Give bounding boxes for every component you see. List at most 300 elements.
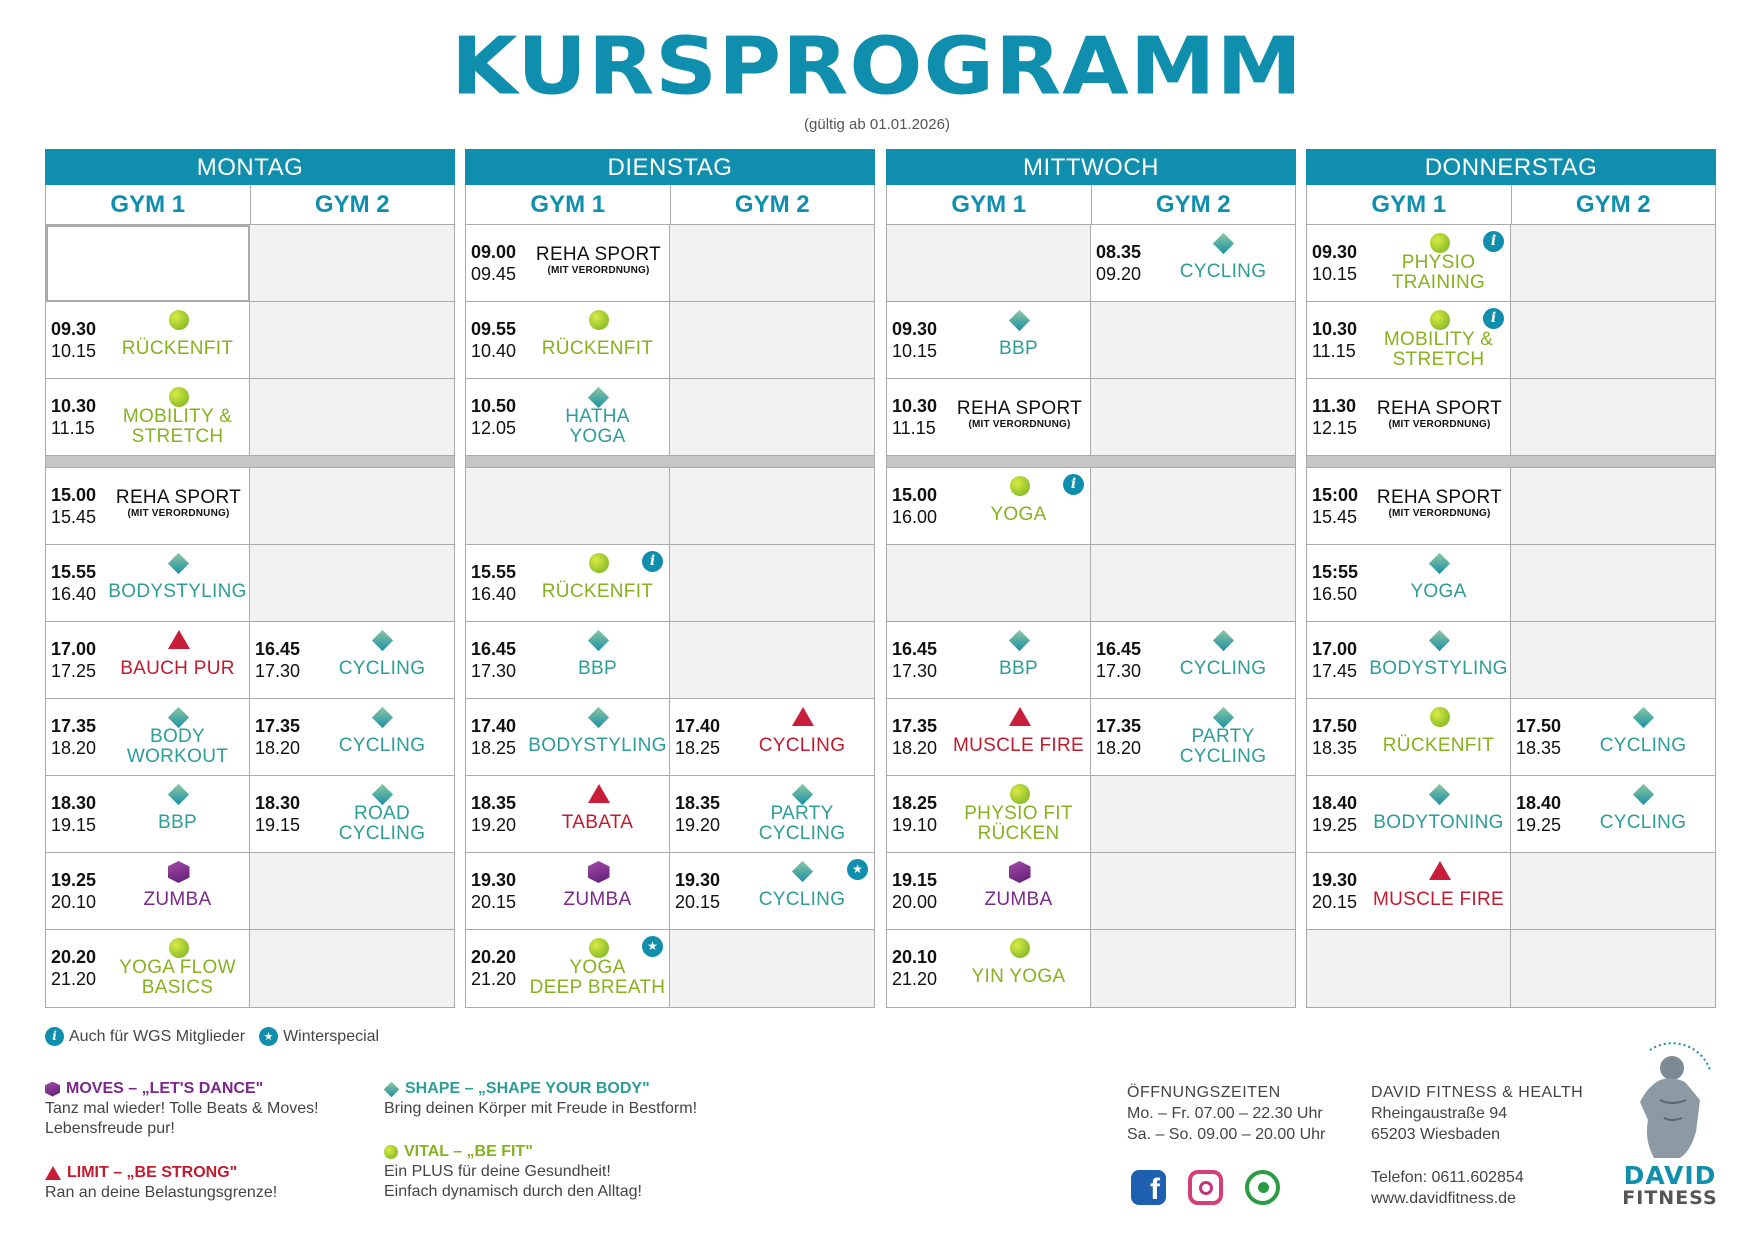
- end-time: 10.40: [471, 341, 517, 361]
- course-name: CYCLING: [758, 889, 846, 910]
- circle-icon: [169, 310, 189, 330]
- empty-slot: [1511, 225, 1715, 302]
- start-time: 18.30: [51, 793, 97, 813]
- course-slot[interactable]: [670, 699, 874, 776]
- course-slot[interactable]: [46, 545, 250, 622]
- course-slot[interactable]: [46, 853, 250, 930]
- logo-word-1: DAVID: [1623, 1161, 1717, 1190]
- circle-icon: [1010, 784, 1030, 804]
- end-time: 18.35: [1516, 738, 1562, 758]
- empty-slot: [1307, 930, 1511, 1007]
- diamond-icon: [1213, 707, 1234, 728]
- empty-slot: [1091, 930, 1295, 1007]
- end-time: 11.15: [892, 418, 936, 438]
- course-slot[interactable]: [250, 776, 454, 853]
- course-slot[interactable]: [1307, 699, 1511, 776]
- end-time: 20.15: [471, 892, 517, 912]
- start-time: 15:55: [1312, 562, 1359, 582]
- end-time: 16.40: [471, 584, 517, 604]
- course-slot[interactable]: [46, 302, 250, 379]
- start-time: 19.30: [675, 870, 721, 890]
- hexagon-icon: [168, 861, 190, 883]
- circle-icon: [1010, 938, 1030, 958]
- start-time: 18.25: [892, 793, 938, 813]
- empty-slot: [1091, 545, 1295, 622]
- gym-header-2: GYM 2: [1511, 185, 1716, 224]
- category-moves: [45, 1079, 319, 1139]
- circle-icon: [589, 553, 609, 573]
- start-time: 09.30: [1312, 242, 1358, 262]
- diamond-icon: [1633, 707, 1654, 728]
- end-time: 10.15: [1312, 264, 1358, 284]
- page-title: KURSPROGRAMM: [450, 20, 1303, 113]
- course-name: [1373, 488, 1506, 519]
- course-name: PARTY CYCLING: [1179, 726, 1267, 767]
- category-shape: [384, 1079, 697, 1119]
- circle-icon: [169, 387, 189, 407]
- diamond-icon: [372, 784, 393, 805]
- course-slot[interactable]: [1307, 379, 1511, 456]
- course-slot[interactable]: [466, 302, 670, 379]
- empty-slot: [670, 302, 874, 379]
- triangle-icon: [1429, 861, 1451, 880]
- circle-icon: [1430, 707, 1450, 727]
- course-name: YOGA DEEP BREATH: [529, 957, 666, 998]
- course-title: REHA SPORT: [956, 398, 1083, 419]
- day-header: MONTAG: [45, 149, 455, 185]
- info-icon: i: [1063, 474, 1084, 495]
- start-time: 16.45: [255, 639, 301, 659]
- legend-info: [45, 1027, 245, 1046]
- course-name: [1373, 399, 1506, 430]
- star-icon: ★: [259, 1027, 278, 1046]
- course-name: PHYSIO FIT RÜCKEN: [964, 803, 1073, 844]
- course-slot[interactable]: [1307, 225, 1511, 302]
- triangle-icon: [1009, 707, 1031, 726]
- diamond-icon: [587, 707, 608, 728]
- course-slot[interactable]: [46, 930, 250, 1007]
- empty-slot: [887, 545, 1091, 622]
- circle-icon: [589, 938, 609, 958]
- info-icon: i: [1483, 231, 1504, 252]
- midday-break-divider: [1307, 456, 1715, 468]
- start-time: 15:00: [1312, 485, 1359, 505]
- course-slot[interactable]: [46, 622, 250, 699]
- start-time: 19.30: [471, 870, 517, 890]
- midday-break-divider: [466, 456, 874, 468]
- diamond-icon: [1213, 233, 1234, 254]
- course-slot[interactable]: [887, 853, 1091, 930]
- end-time: 17.30: [892, 661, 938, 681]
- course-slot[interactable]: [887, 468, 1091, 545]
- gym-header-1: GYM 1: [951, 191, 1027, 218]
- category-vital: [384, 1142, 642, 1202]
- course-name: MUSCLE FIRE: [952, 735, 1085, 756]
- course-name: MOBILITY & STRETCH: [1383, 329, 1494, 370]
- vital-text-1: Ein PLUS für deine Gesundheit!: [384, 1163, 611, 1180]
- start-time: 16.45: [892, 639, 938, 659]
- gym-header-1: GYM 1: [1371, 191, 1447, 218]
- end-time: 15.45: [1312, 507, 1358, 527]
- shape-text-1: Bring deinen Körper mit Freude in Bestform!: [384, 1100, 698, 1117]
- empty-slot: [250, 545, 454, 622]
- empty-slot: [1511, 302, 1715, 379]
- day-column-donnerstag: [1306, 149, 1716, 1014]
- start-time: 18.30: [255, 793, 301, 813]
- start-time: 19.15: [892, 870, 938, 890]
- course-slot[interactable]: [670, 776, 874, 853]
- schedule-grid: [886, 225, 1296, 1008]
- start-time: 15.00: [51, 485, 97, 505]
- diamond-icon: [1633, 784, 1654, 805]
- course-name: BBP: [999, 338, 1038, 359]
- start-time: 17.35: [255, 716, 301, 736]
- brand-logo: [1620, 1040, 1720, 1230]
- course-slot[interactable]: [1307, 468, 1511, 545]
- start-time: 09.30: [892, 319, 938, 339]
- opening-weekend: Sa. – So. 09.00 – 20.00 Uhr: [1127, 1126, 1326, 1143]
- end-time: 19.20: [675, 815, 721, 835]
- course-name: BBP: [999, 658, 1038, 679]
- empty-slot: [670, 930, 874, 1007]
- start-time: 18.35: [675, 793, 721, 813]
- gym-header-2: GYM 2: [1091, 185, 1296, 224]
- circle-icon: [1430, 233, 1450, 253]
- empty-slot: [1511, 853, 1715, 930]
- start-time: 09.30: [51, 319, 97, 339]
- course-title: REHA SPORT: [1376, 398, 1503, 419]
- course-slot[interactable]: [887, 302, 1091, 379]
- instagram-icon[interactable]: [1188, 1170, 1223, 1205]
- course-name: CYCLING: [758, 735, 846, 756]
- start-time: 17.00: [1312, 639, 1358, 659]
- start-time: 17.50: [1312, 716, 1358, 736]
- empty-slot: [1511, 930, 1715, 1007]
- diamond-icon: [167, 707, 188, 728]
- start-time: 18.40: [1516, 793, 1562, 813]
- gym-header-row: [45, 185, 455, 225]
- opening-title: ÖFFNUNGSZEITEN: [1127, 1084, 1281, 1101]
- limit-text-1: Ran an deine Belastungsgrenze!: [45, 1184, 278, 1201]
- course-name: TABATA: [561, 812, 634, 833]
- course-slot[interactable]: [1307, 622, 1511, 699]
- diamond-icon: [1428, 630, 1449, 651]
- end-time: 18.20: [1096, 738, 1142, 758]
- end-time: 12.05: [471, 418, 517, 438]
- course-slot[interactable]: [46, 699, 250, 776]
- opening-weekdays: Mo. – Fr. 07.00 – 22.30 Uhr: [1127, 1105, 1323, 1122]
- end-time: 16.40: [51, 584, 97, 604]
- course-slot[interactable]: [1091, 622, 1295, 699]
- shape-title: SHAPE – „SHAPE YOUR BODY": [405, 1080, 650, 1097]
- course-slot[interactable]: [887, 776, 1091, 853]
- legend-info-label: Auch für WGS Mitglieder: [69, 1027, 246, 1045]
- course-name: CYCLING: [1599, 812, 1687, 833]
- start-time: 10.50: [471, 396, 517, 416]
- empty-slot: [670, 379, 874, 456]
- start-time: 15.55: [471, 562, 517, 582]
- start-time: 10.30: [1312, 319, 1358, 339]
- gym-header-row: [465, 185, 875, 225]
- course-slot[interactable]: [466, 699, 670, 776]
- diamond-icon: [1008, 310, 1029, 331]
- course-name: HATHA YOGA: [565, 406, 630, 447]
- course-slot: [46, 225, 250, 302]
- course-name: BODYSTYLING: [108, 581, 247, 602]
- course-note: (MIT VERORDNUNG): [968, 419, 1071, 430]
- diamond-icon: [1428, 553, 1449, 574]
- course-slot[interactable]: [46, 468, 250, 545]
- empty-slot: [250, 379, 454, 456]
- schedule-grid: [465, 225, 875, 1008]
- gym-header-1: GYM 1: [110, 191, 186, 218]
- course-name: CYCLING: [1599, 735, 1687, 756]
- start-time: 17.35: [1096, 716, 1142, 736]
- end-time: 21.20: [51, 969, 97, 989]
- course-slot[interactable]: [1307, 545, 1511, 622]
- end-time: 16.50: [1312, 584, 1358, 604]
- start-time: 18.35: [471, 793, 517, 813]
- circle-icon: [384, 1145, 398, 1159]
- empty-slot: [1091, 776, 1295, 853]
- empty-slot: [250, 930, 454, 1007]
- start-time: 11.30: [1312, 396, 1357, 416]
- course-slot[interactable]: [1511, 699, 1715, 776]
- limit-title: LIMIT – „BE STRONG": [67, 1164, 238, 1181]
- day-column-mittwoch: [886, 149, 1296, 1014]
- legend-star: [259, 1027, 379, 1046]
- empty-slot: [1091, 379, 1295, 456]
- course-name: RÜCKENFIT: [121, 338, 234, 359]
- info-icon: i: [45, 1027, 64, 1046]
- end-time: 18.35: [1312, 738, 1358, 758]
- course-slot[interactable]: [46, 776, 250, 853]
- day-header: DONNERSTAG: [1306, 149, 1716, 185]
- course-name: ROAD CYCLING: [338, 803, 426, 844]
- hexagon-icon: [45, 1082, 60, 1097]
- course-note: (MIT VERORDNUNG): [127, 508, 230, 519]
- course-slot[interactable]: [1307, 853, 1511, 930]
- course-slot[interactable]: [466, 776, 670, 853]
- course-slot[interactable]: [466, 379, 670, 456]
- city: 65203 Wiesbaden: [1371, 1126, 1500, 1143]
- course-slot[interactable]: [887, 699, 1091, 776]
- course-slot[interactable]: [250, 699, 454, 776]
- circle-icon: [169, 938, 189, 958]
- course-name: BODYSTYLING: [528, 735, 667, 756]
- empty-slot: [670, 545, 874, 622]
- course-slot[interactable]: [46, 379, 250, 456]
- end-time: 20.15: [675, 892, 721, 912]
- hexagon-icon: [1009, 861, 1031, 883]
- info-icon: i: [642, 551, 663, 572]
- gym-header-row: [1306, 185, 1716, 225]
- end-time: 19.25: [1516, 815, 1562, 835]
- empty-slot: [250, 468, 454, 545]
- social-links: [1131, 1170, 1280, 1205]
- star-icon: ★: [642, 936, 663, 957]
- schedule-grid: [1306, 225, 1716, 1008]
- course-slot[interactable]: [466, 545, 670, 622]
- start-time: 20.10: [892, 947, 938, 967]
- end-time: 17.30: [1096, 661, 1142, 681]
- schedule-grid: [45, 225, 455, 1008]
- course-name: [112, 488, 245, 519]
- course-slot[interactable]: [887, 379, 1091, 456]
- empty-slot: [1091, 302, 1295, 379]
- start-time: 16.45: [1096, 639, 1142, 659]
- course-slot[interactable]: [466, 930, 670, 1007]
- diamond-icon: [1213, 630, 1234, 651]
- course-name: ZUMBA: [984, 889, 1053, 910]
- empty-slot: [250, 302, 454, 379]
- course-name: BAUCH PUR: [120, 658, 235, 679]
- empty-slot: [887, 225, 1091, 302]
- course-slot[interactable]: [1307, 302, 1511, 379]
- logo-word-2: FITNESS: [1622, 1187, 1718, 1209]
- triangle-icon: [45, 1166, 61, 1180]
- end-time: 12.15: [1312, 418, 1358, 438]
- course-name: YIN YOGA: [971, 966, 1066, 987]
- diamond-icon: [587, 387, 608, 408]
- start-time: 19.30: [1312, 870, 1358, 890]
- midday-break-divider: [887, 456, 1295, 468]
- course-slot[interactable]: [466, 853, 670, 930]
- course-title: REHA SPORT: [115, 487, 242, 508]
- start-time: 16.45: [471, 639, 517, 659]
- course-slot[interactable]: [1091, 699, 1295, 776]
- end-time: 11.15: [51, 418, 95, 438]
- gym-header-2: GYM 2: [670, 185, 875, 224]
- diamond-icon: [1008, 630, 1029, 651]
- course-name: BBP: [158, 812, 197, 833]
- end-time: 17.30: [471, 661, 517, 681]
- empty-slot: [1091, 468, 1295, 545]
- course-name: PARTY CYCLING: [758, 803, 846, 844]
- course-name: CYCLING: [338, 658, 426, 679]
- end-time: 21.20: [471, 969, 517, 989]
- course-name: BODY WORKOUT: [126, 726, 229, 767]
- empty-slot: [1511, 545, 1715, 622]
- diamond-icon: [167, 784, 188, 805]
- end-time: 18.20: [255, 738, 301, 758]
- course-note: (MIT VERORDNUNG): [1388, 508, 1491, 519]
- empty-slot: [1091, 853, 1295, 930]
- end-time: 18.20: [51, 738, 97, 758]
- course-slot[interactable]: [466, 225, 670, 302]
- statue-icon: [1630, 1040, 1715, 1160]
- end-time: 17.45: [1312, 661, 1358, 681]
- circle-icon: [1430, 310, 1450, 330]
- info-icon: i: [1483, 308, 1504, 329]
- course-name: BODYSTYLING: [1369, 658, 1508, 679]
- empty-slot: [1511, 379, 1715, 456]
- course-name: MUSCLE FIRE: [1372, 889, 1505, 910]
- course-name: [953, 399, 1086, 430]
- end-time: 19.20: [471, 815, 517, 835]
- start-time: 08.35: [1096, 242, 1142, 262]
- start-time: 20.20: [471, 947, 517, 967]
- end-time: 19.25: [1312, 815, 1358, 835]
- start-time: 10.30: [51, 396, 97, 416]
- course-slot[interactable]: [670, 853, 874, 930]
- end-time: 18.25: [675, 738, 721, 758]
- hexagon-icon: [588, 861, 610, 883]
- diamond-icon: [372, 707, 393, 728]
- end-time: 10.15: [892, 341, 938, 361]
- day-header: MITTWOCH: [886, 149, 1296, 185]
- course-title: REHA SPORT: [535, 244, 662, 265]
- course-slot[interactable]: [1511, 776, 1715, 853]
- company-name: DAVID FITNESS & HEALTH: [1371, 1084, 1584, 1101]
- course-title: REHA SPORT: [1376, 487, 1503, 508]
- end-time: 18.25: [471, 738, 517, 758]
- course-slot[interactable]: [250, 622, 454, 699]
- end-time: 15.45: [51, 507, 97, 527]
- course-note: (MIT VERORDNUNG): [547, 265, 650, 276]
- course-name: MOBILITY & STRETCH: [122, 406, 233, 447]
- facebook-icon[interactable]: f: [1131, 1170, 1166, 1205]
- start-time: 17.40: [675, 716, 721, 736]
- circle-icon: [1010, 476, 1030, 496]
- moves-text-2: Lebensfreude pur!: [45, 1120, 175, 1137]
- course-name: BBP: [578, 658, 617, 679]
- diamond-icon: [792, 784, 813, 805]
- course-slot[interactable]: [887, 622, 1091, 699]
- course-slot[interactable]: [1307, 776, 1511, 853]
- circle-icon: [589, 310, 609, 330]
- course-name: [532, 245, 665, 276]
- end-time: 19.15: [51, 815, 97, 835]
- course-note: (MIT VERORDNUNG): [1388, 419, 1491, 430]
- vital-title: VITAL – „BE FIT": [404, 1143, 533, 1160]
- diamond-icon: [167, 553, 188, 574]
- end-time: 09.20: [1096, 264, 1142, 284]
- diamond-icon: [384, 1081, 400, 1097]
- end-time: 11.15: [1312, 341, 1356, 361]
- start-time: 17.35: [51, 716, 97, 736]
- contact-block: [1371, 1082, 1583, 1209]
- empty-slot: [250, 225, 454, 302]
- whatsapp-icon[interactable]: [1245, 1170, 1280, 1205]
- end-time: 17.30: [255, 661, 301, 681]
- empty-slot: [1511, 468, 1715, 545]
- start-time: 10.30: [892, 396, 938, 416]
- phone[interactable]: Telefon: 0611.602854: [1371, 1169, 1524, 1186]
- end-time: 19.10: [892, 815, 938, 835]
- start-time: 19.25: [51, 870, 97, 890]
- diamond-icon: [792, 861, 813, 882]
- legend-star-label: Winterspecial: [283, 1027, 380, 1045]
- triangle-icon: [168, 630, 190, 649]
- day-column-dienstag: [465, 149, 875, 1014]
- website-link[interactable]: www.davidfitness.de: [1371, 1190, 1516, 1207]
- diamond-icon: [587, 630, 608, 651]
- empty-slot: [466, 468, 670, 545]
- course-name: PHYSIO TRAINING: [1391, 252, 1486, 293]
- course-name: YOGA FLOW BASICS: [119, 957, 236, 998]
- course-slot[interactable]: [466, 622, 670, 699]
- empty-slot: [250, 853, 454, 930]
- end-time: 20.00: [892, 892, 938, 912]
- course-name: YOGA: [990, 504, 1047, 525]
- end-time: 16.00: [892, 507, 938, 527]
- course-slot[interactable]: [1091, 225, 1295, 302]
- end-time: 20.15: [1312, 892, 1358, 912]
- course-name: BODYTONING: [1373, 812, 1504, 833]
- street: Rheingaustraße 94: [1371, 1105, 1508, 1122]
- course-slot[interactable]: [887, 930, 1091, 1007]
